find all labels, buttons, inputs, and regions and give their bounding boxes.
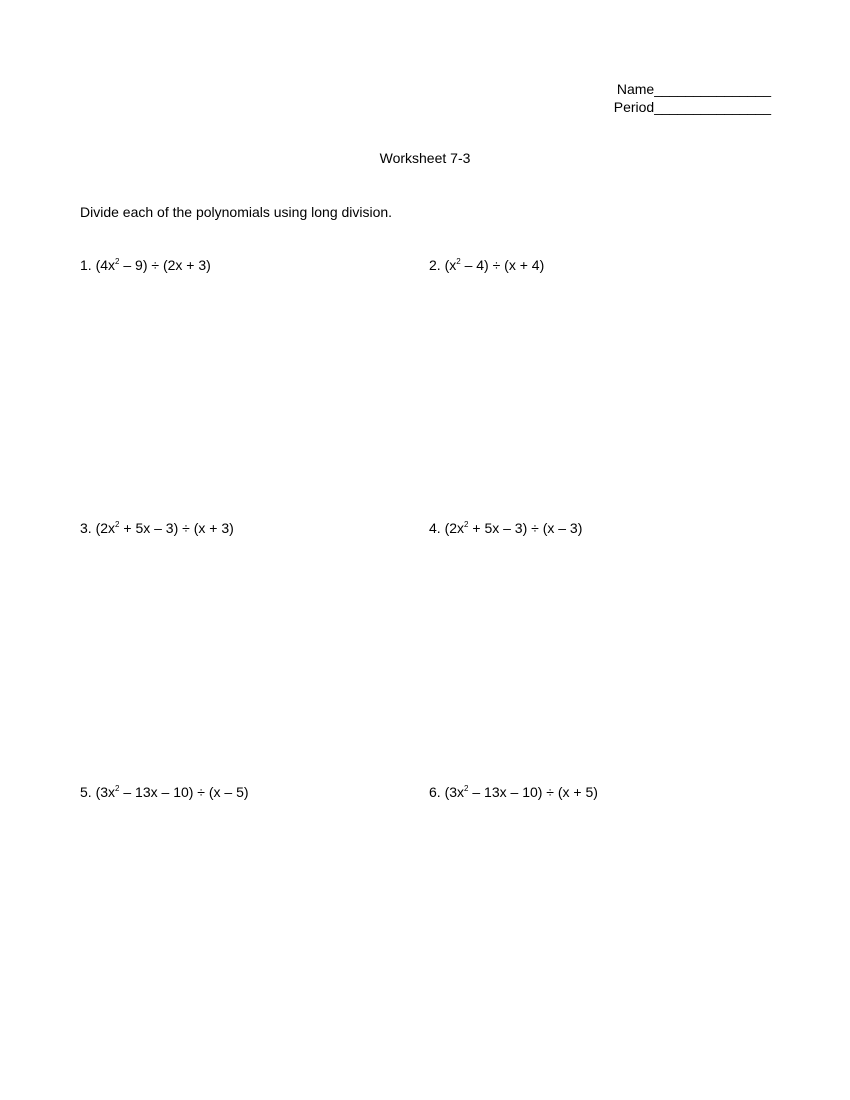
problem-expression-end: + 5x – 3) ÷ (x – 3): [468, 520, 583, 536]
problem-expression-end: + 5x – 3) ÷ (x + 3): [119, 520, 234, 536]
problem-expression-end: – 13x – 10) ÷ (x – 5): [119, 784, 249, 800]
problem-number: 6.: [429, 784, 441, 800]
problem-number: 4.: [429, 520, 441, 536]
problem-1: [80, 257, 211, 273]
problem-4: [429, 520, 582, 536]
exponent: 2: [464, 784, 469, 793]
problem-5: [80, 784, 249, 800]
student-info-block: [614, 80, 771, 116]
problem-expression-start: (4x: [95, 257, 116, 273]
problem-expression-end: – 4) ÷ (x + 4): [460, 257, 545, 273]
exponent: 2: [115, 520, 120, 529]
problem-6: [429, 784, 598, 800]
problem-expression-start: (2x: [444, 520, 465, 536]
exponent: 2: [464, 520, 469, 529]
problem-number: 2.: [429, 257, 441, 273]
exponent: 2: [456, 257, 461, 266]
name-field: Name_______________: [616, 81, 771, 97]
problem-number: 3.: [80, 520, 92, 536]
problem-2: [429, 257, 544, 273]
problem-expression-start: (x: [444, 257, 457, 273]
exponent: 2: [115, 257, 120, 266]
problem-expression-end: – 13x – 10) ÷ (x + 5): [468, 784, 598, 800]
problem-3: [80, 520, 234, 536]
instructions: Divide each of the polynomials using long division.: [80, 204, 393, 220]
worksheet-title: Worksheet 7-3: [379, 150, 471, 166]
problem-expression-start: (3x: [444, 784, 465, 800]
problem-expression-start: (2x: [95, 520, 116, 536]
problem-expression-end: – 9) ÷ (2x + 3): [119, 257, 211, 273]
problem-number: 5.: [80, 784, 92, 800]
problem-expression-start: (3x: [95, 784, 116, 800]
problem-number: 1.: [80, 257, 92, 273]
period-field: Period_______________: [613, 99, 771, 115]
exponent: 2: [115, 784, 120, 793]
